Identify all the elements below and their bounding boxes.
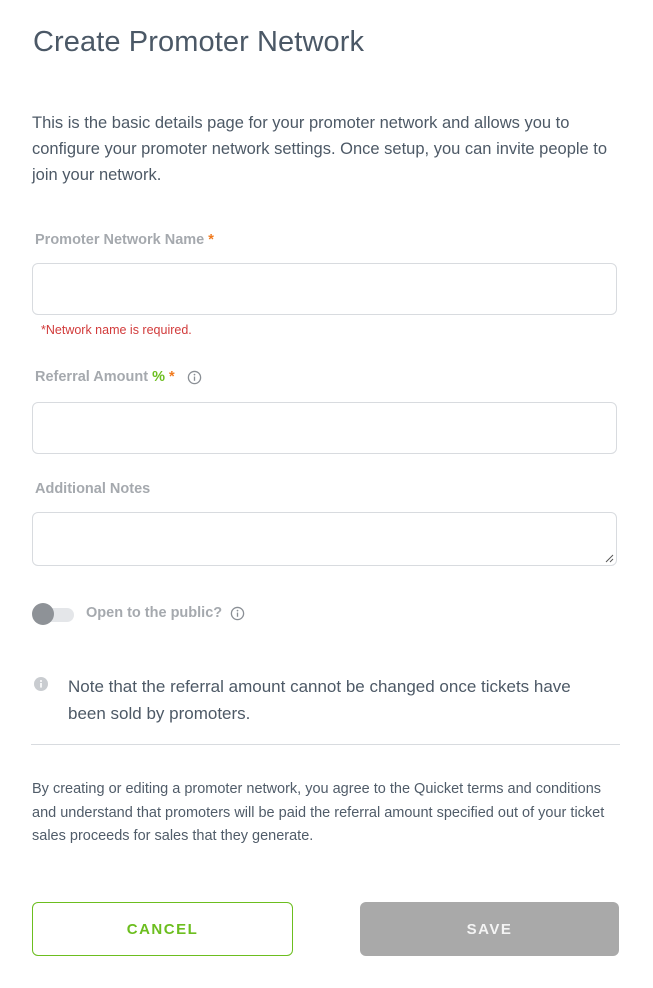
referral-amount-label (35, 369, 202, 385)
required-mark: * (208, 232, 214, 248)
additional-notes-label (35, 481, 150, 497)
network-name-error: *Network name is required. (41, 323, 192, 337)
page-title: Create Promoter Network (33, 26, 365, 58)
open-to-public-label-text: Open to the public? (86, 605, 223, 621)
network-name-label-text: Promoter Network Name (35, 232, 205, 248)
info-circle-icon[interactable] (187, 370, 202, 385)
toggle-thumb (32, 603, 54, 625)
divider (31, 744, 620, 745)
info-filled-icon (34, 677, 48, 691)
referral-note-text: Note that the referral amount cannot be changed once tickets have been sold by promoters. (68, 677, 571, 723)
referral-amount-label-text: Referral Amount (35, 369, 149, 385)
save-button[interactable]: SAVE (360, 902, 619, 956)
referral-amount-input[interactable] (32, 402, 617, 454)
open-to-public-toggle[interactable] (32, 603, 74, 625)
intro-text: This is the basic details page for your promoter network and allows you to configure your promoter network settings. Once setup, you can invite people to join your network. (32, 114, 608, 184)
additional-notes-textarea[interactable] (32, 512, 617, 566)
network-name-input[interactable] (32, 263, 617, 315)
network-name-label (35, 232, 214, 248)
cancel-button[interactable]: CANCEL (32, 902, 293, 956)
percent-unit: % (152, 369, 165, 385)
terms-text: By creating or editing a promoter network, you agree to the Quicket terms and conditions and understand that promoters will be paid the referral amount specified out of your ticket sales proceeds for sales that they generate. (32, 781, 605, 844)
open-to-public-label (86, 605, 245, 621)
required-mark: * (168, 369, 175, 385)
additional-notes-label-text: Additional Notes (35, 481, 151, 497)
resize-grip-icon[interactable] (604, 553, 614, 563)
info-circle-icon[interactable] (230, 606, 245, 621)
